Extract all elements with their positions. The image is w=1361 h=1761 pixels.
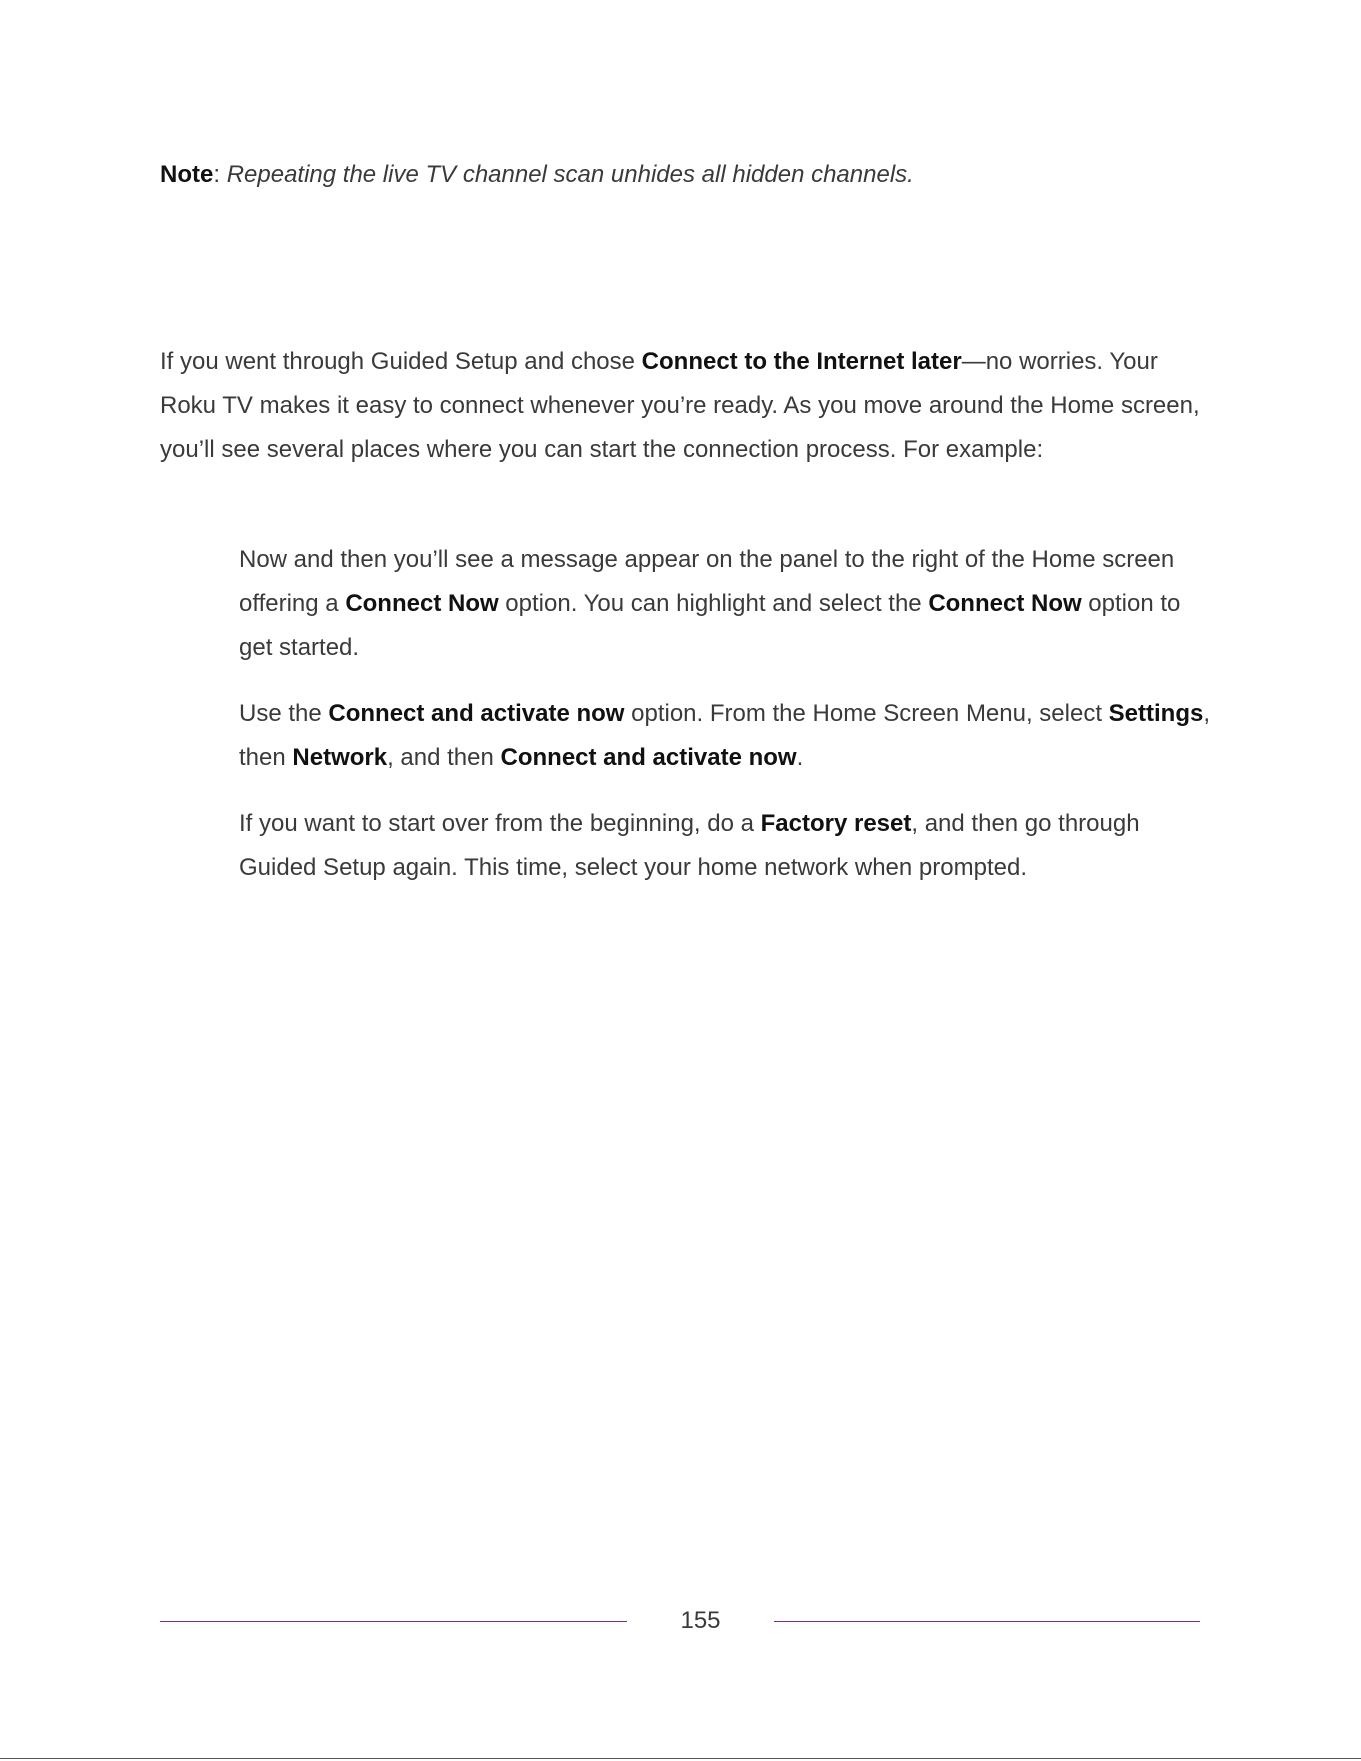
example-list	[239, 538, 1219, 912]
page-footer	[160, 1603, 1200, 1639]
list-item-text: , then	[239, 700, 1211, 771]
note-separator: :	[213, 161, 227, 188]
list-item-text: , and then go through Guided Setup again. This time, select your home network when prompted.	[239, 810, 1140, 881]
footer-rule-right	[774, 1621, 1200, 1622]
list-item-bold: Factory reset	[760, 810, 912, 837]
list-item-text: option. From the Home Screen Menu, select	[624, 700, 1109, 727]
page-number: 155	[680, 1607, 721, 1634]
page-bottom-edge	[0, 1758, 1361, 1759]
list-item-bold: Connect and activate now	[500, 744, 797, 771]
note-text: Repeating the live TV channel scan unhides all hidden channels.	[226, 161, 914, 188]
intro-text-1: If you went through Guided Setup and chose	[160, 348, 642, 375]
list-item	[239, 802, 1219, 890]
list-item-text: option to get started.	[239, 590, 1181, 661]
note	[160, 158, 914, 192]
note-label: Note	[160, 161, 214, 188]
intro-paragraph	[160, 340, 1210, 472]
list-item-text: option. You can highlight and select the	[498, 590, 929, 617]
list-item-bold: Settings	[1108, 700, 1204, 727]
list-item-text: , and then	[387, 744, 501, 771]
list-item-text: Now and then you’ll see a message appear on the panel to the right of the Home screen offering a	[239, 546, 1175, 617]
list-item-text: .	[796, 744, 804, 771]
list-item	[239, 538, 1219, 670]
list-item-text: Use the	[239, 700, 329, 727]
list-item-text: If you want to start over from the beginning, do a	[239, 810, 761, 837]
list-item-bold: Connect Now	[928, 590, 1082, 617]
footer-rule-left	[160, 1621, 627, 1622]
list-item-bold: Connect and activate now	[328, 700, 625, 727]
intro-bold-connect-later: Connect to the Internet later	[641, 348, 962, 375]
list-item-bold: Network	[292, 744, 388, 771]
intro-text-2: —no worries. Your Roku TV makes it easy to connect whenever you’re ready. As you move around the Home screen, you’ll see several places where you can start the connection process. For example:	[160, 348, 1200, 463]
list-item-bold: Connect Now	[345, 590, 499, 617]
list-item	[239, 692, 1219, 780]
